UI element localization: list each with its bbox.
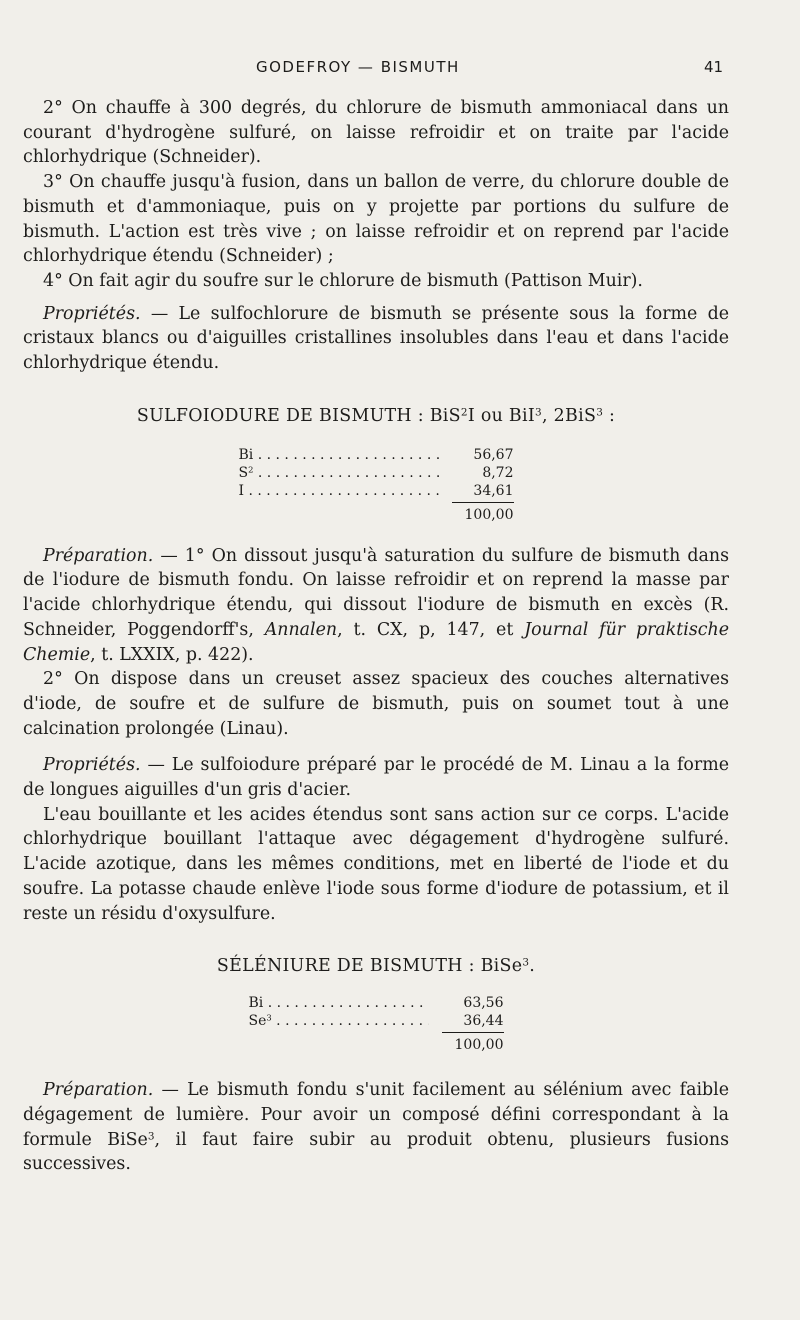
paragraph-sulfoiodure-preparation-2: 2° On dispose dans un creuset assez spacieux des couches alternatives d'iode, de soufre et de sulfure de bismuth, puis on soumet tout à une calcination prolongée (Linau).	[23, 669, 729, 739]
paragraph-seleniure-preparation: Préparation. — Le bismuth fondu s'unit facilement au sélénium avec faible dégagement de lumière. Pour avoir un composé défini correspondant à la formule BiSe$^3$, il faut faire subir au produit obtenu, plusieurs fusions successives.	[23, 1080, 729, 1175]
label-preparation: Préparation.	[43, 545, 154, 566]
section-title-sulfoiodure: SULFOIODURE DE BISMUTH : BiS$^2$I ou BiI$^3$, 2BiS$^3$ :	[136, 405, 616, 426]
label-proprietes: Propriétés.	[43, 755, 141, 776]
label-proprietes: Propriétés.	[43, 303, 141, 324]
paragraph-sulfoiodure-properties: Propriétés. — Le sulfoiodure préparé par le procédé de M. Linau a la forme de longues aiguilles d'un gris d'acier.	[23, 755, 729, 801]
composition-row: Bi . . . 56,67	[239, 446, 514, 464]
composition-table-sulfoiodure	[239, 446, 514, 524]
running-title: GODEFROY — BISMUTH	[256, 58, 460, 76]
page-body	[23, 96, 729, 1177]
composition-row: I . . . 34,61	[239, 482, 514, 500]
section-title-seleniure: SÉLÉNIURE DE BISMUTH : BiSe$^3$.	[216, 956, 536, 977]
page-number: 41	[704, 58, 724, 76]
paragraph-sulfoiodure-reactions: L'eau bouillante et les acides étendus sont sans action sur ce corps. L'acide chlorhydrique bouillant l'attaque avec dégagement d'hydrogène sulfuré. L'acide azotique, dans les mêmes conditions, met en liberté de l'iode et du soufre. La potasse chaude enlève l'iode sous forme d'iodure de potassium, et il reste un résidu d'oxysulfure.	[23, 804, 729, 924]
composition-row: Se$^3$ . . . 36,44	[249, 1012, 504, 1030]
composition-row: $S^2$ . . . 8,72	[239, 464, 514, 482]
paragraph-method-2: 2° On chauffe à 300 degrés, du chlorure de bismuth ammoniacal dans un courant d'hydrogène sulfuré, on laisse refroidir et on traite par l'acide chlorhydrique (Schneider).	[23, 98, 729, 168]
paragraph-sulfochlorure-properties: Propriétés. — Le sulfochlorure de bismuth se présente sous la forme de cristaux blancs ou d'aiguilles cristallines insolubles dans l'eau et dans l'acide chlorhydrique étendu.	[23, 303, 729, 374]
paragraph-method-3: 3° On chauffe jusqu'à fusion, dans un ballon de verre, du chlorure double de bismuth et d'ammoniaque, puis on y projette par portions du sulfure de bismuth. L'action est très vive ; on laisse refroidir et on reprend par l'acide chlorhydrique étendu (Schneider) ;	[23, 172, 729, 267]
composition-row: Bi . . . 63,56	[249, 994, 504, 1012]
composition-table-seleniure	[249, 994, 504, 1054]
paragraph-method-4: 4° On fait agir du soufre sur le chlorure de bismuth (Pattison Muir).	[43, 270, 643, 291]
page-header	[0, 58, 800, 82]
composition-total: 100,00	[452, 502, 514, 524]
label-preparation: Préparation.	[43, 1080, 154, 1101]
composition-total: 100,00	[442, 1032, 504, 1054]
paragraph-sulfoiodure-preparation-1: Préparation. — 1° On dissout jusqu'à saturation du sulfure de bismuth dans de l'iodure de bismuth fondu. On laisse refroidir et on reprend la masse par l'acide chlorhydrique étendu, qui dissout l'iodure de bismuth en excès (R. Schneider, Poggendorff's, Annalen, t. CX, p, 147, et Journal für praktische Chemie, t. LXXIX, p. 422).	[23, 545, 730, 665]
